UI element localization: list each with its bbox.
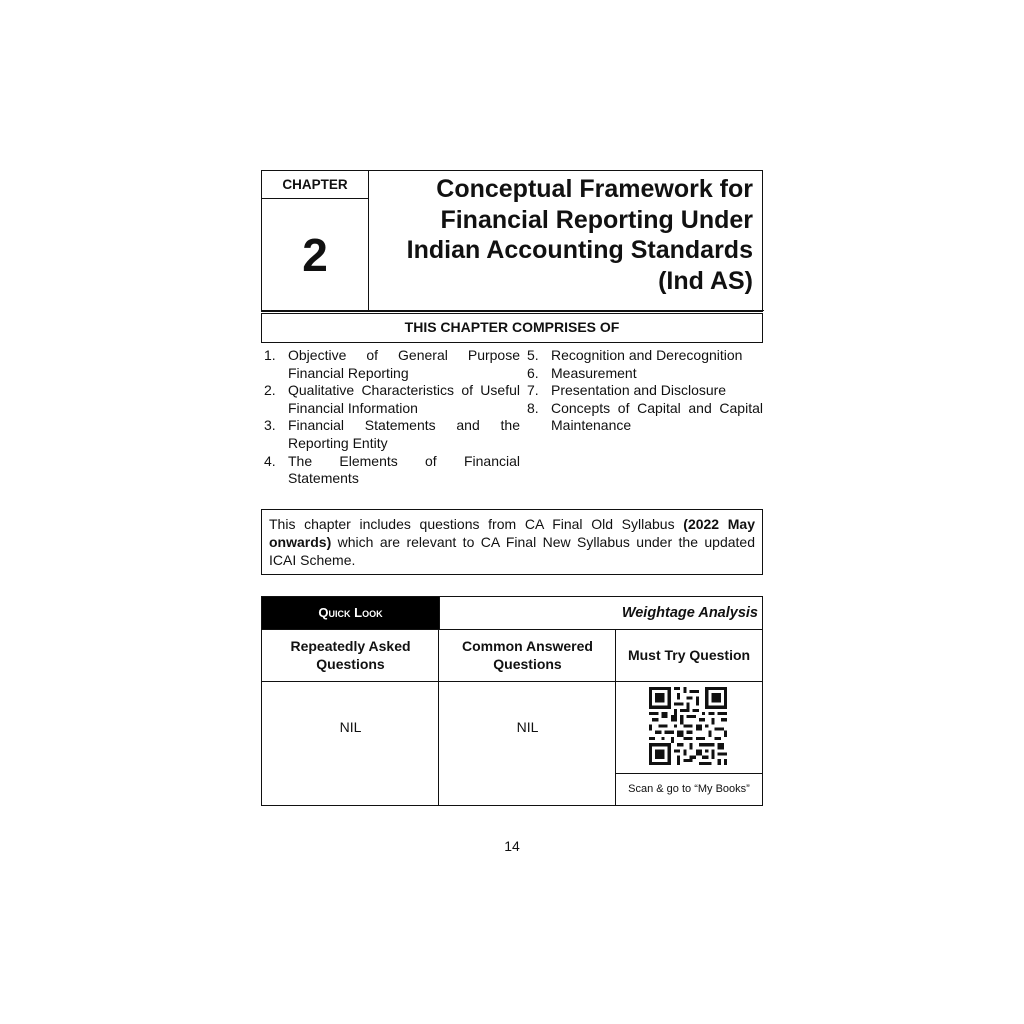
quick-look-table [261,596,763,806]
topic-item [527,382,763,400]
qr-code-icon[interactable] [649,687,727,765]
value-repeated: NIL [339,719,362,735]
chapter-title-line: (Ind AS) [658,266,753,295]
topic-text: The Elements of Financial Statements [288,452,520,487]
qr-caption: Scan & go to “My Books” [616,773,762,805]
topic-number: 1. [264,347,276,363]
topic-text: Measurement [551,364,637,381]
topic-text: Financial Statements and the Reporting Entity [288,417,520,451]
topic-text: Presentation and Disclosure [551,382,727,399]
topic-list-right [527,347,763,435]
topic-number: 6. [527,364,539,381]
column-header-must-try: Must Try Question [627,646,751,663]
chapter-title [383,174,753,296]
weightage-analysis-header: Weightage Analysis [439,597,762,629]
page-number: 14 [504,838,520,854]
chapter-number: 2 [302,229,328,281]
topic-text: Concepts of Capital and Capital Maintenance [551,399,763,434]
topic-text: Recognition and Derecognition [551,347,743,363]
note-emphasis: (2022 May onwards) [269,516,756,550]
chapter-header [261,170,763,312]
value-common: NIL [516,719,539,735]
quick-look-header: Quick Look [262,597,439,629]
syllabus-note [261,509,763,575]
topic-number: 8. [527,399,539,416]
topic-item [264,347,520,382]
chapter-label: CHAPTER [262,171,368,199]
topic-number: 7. [527,382,539,399]
topic-number: 3. [264,417,276,434]
topic-number: 2. [264,382,276,399]
topic-item [527,347,763,365]
note-text: This chapter includes questions from CA Final Old Syllabus [269,516,684,532]
topic-item [264,382,520,417]
chapter-cell [262,171,369,311]
column-header-repeated: Repeatedly Asked Questions [290,638,411,672]
topic-item [527,400,763,435]
topic-item [264,417,520,452]
chapter-title-line: Financial Reporting Under [440,205,753,234]
topic-text: Qualitative Characteristics of Useful Financial Information [288,382,520,416]
topic-item [264,453,520,488]
topic-number: 4. [264,452,276,469]
note-text: which are relevant to CA Final New Syllabus under the updated ICAI Scheme. [269,534,755,568]
topic-number: 5. [527,347,539,363]
topic-list-left [264,347,520,488]
topic-item [527,365,763,383]
comprises-heading: THIS CHAPTER COMPRISES OF [261,313,763,343]
topic-text: Objective of General Purpose Financial Reporting [288,347,520,381]
chapter-title-line: Conceptual Framework for [436,175,753,203]
chapter-title-line: Indian Accounting Standards [406,236,753,264]
column-header-common: Common Answered Questions [462,638,593,672]
